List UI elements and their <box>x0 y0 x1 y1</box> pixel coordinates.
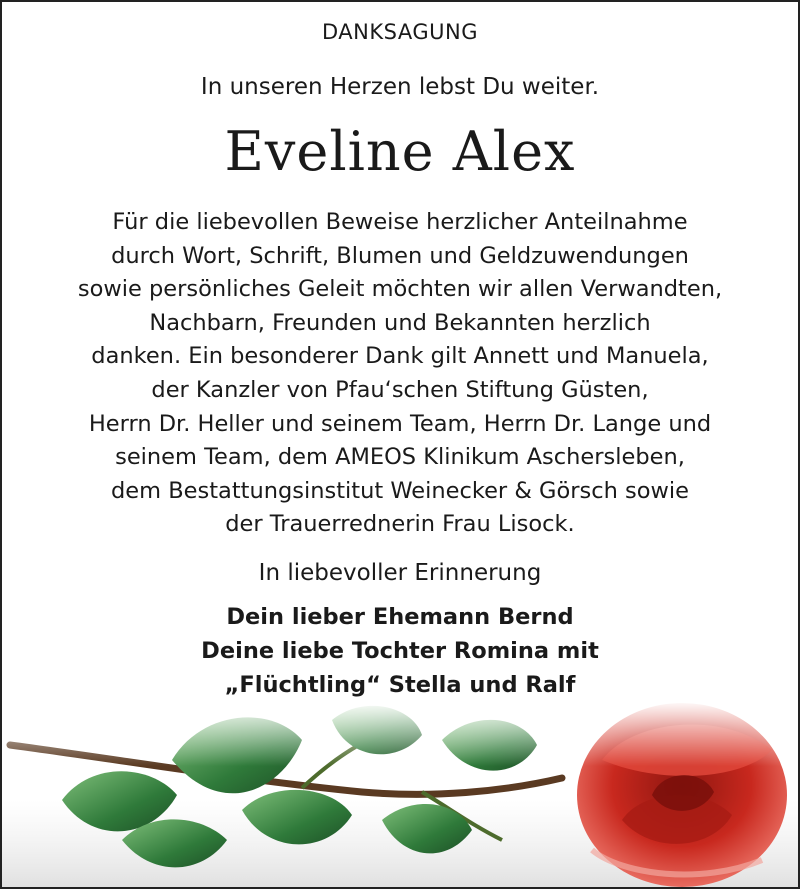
body-line: danken. Ein besonderer Dank gilt Annett und Manuela, <box>91 343 709 370</box>
deceased-name: Eveline Alex <box>224 120 576 183</box>
body-line: Nachbarn, Freunden und Bekannten herzlich <box>149 309 651 336</box>
rose-illustration <box>2 700 798 889</box>
body-line: der Kanzler von Pfau‘schen Stiftung Güsten, <box>151 376 649 403</box>
signatures <box>2 600 798 702</box>
notice-heading: DANKSAGUNG <box>322 20 478 44</box>
closing-phrase: In liebevoller Erinnerung <box>258 560 542 586</box>
signature-line: Deine liebe Tochter Romina mit <box>201 638 599 664</box>
body-line: durch Wort, Schrift, Blumen und Geldzuwendungen <box>111 242 689 269</box>
thank-you-text <box>22 206 778 542</box>
body-line: Herrn Dr. Heller und seinem Team, Herrn Dr. Lange und <box>88 410 712 437</box>
body-line: seinem Team, dem AMEOS Klinikum Aschersleben, <box>115 444 685 471</box>
body-line: der Trauerrednerin Frau Lisock. <box>225 511 575 538</box>
body-line: dem Bestattungsinstitut Weinecker & Görsch sowie <box>111 477 689 504</box>
notice-motto: In unseren Herzen lebst Du weiter. <box>200 74 600 100</box>
signature-line: Dein lieber Ehemann Bernd <box>226 604 574 630</box>
body-line: Für die liebevollen Beweise herzlicher Anteilnahme <box>112 209 688 235</box>
signature-line: „Flüchtling“ Stella und Ralf <box>224 672 576 698</box>
body-line: sowie persönliches Geleit möchten wir allen Verwandten, <box>77 276 723 303</box>
